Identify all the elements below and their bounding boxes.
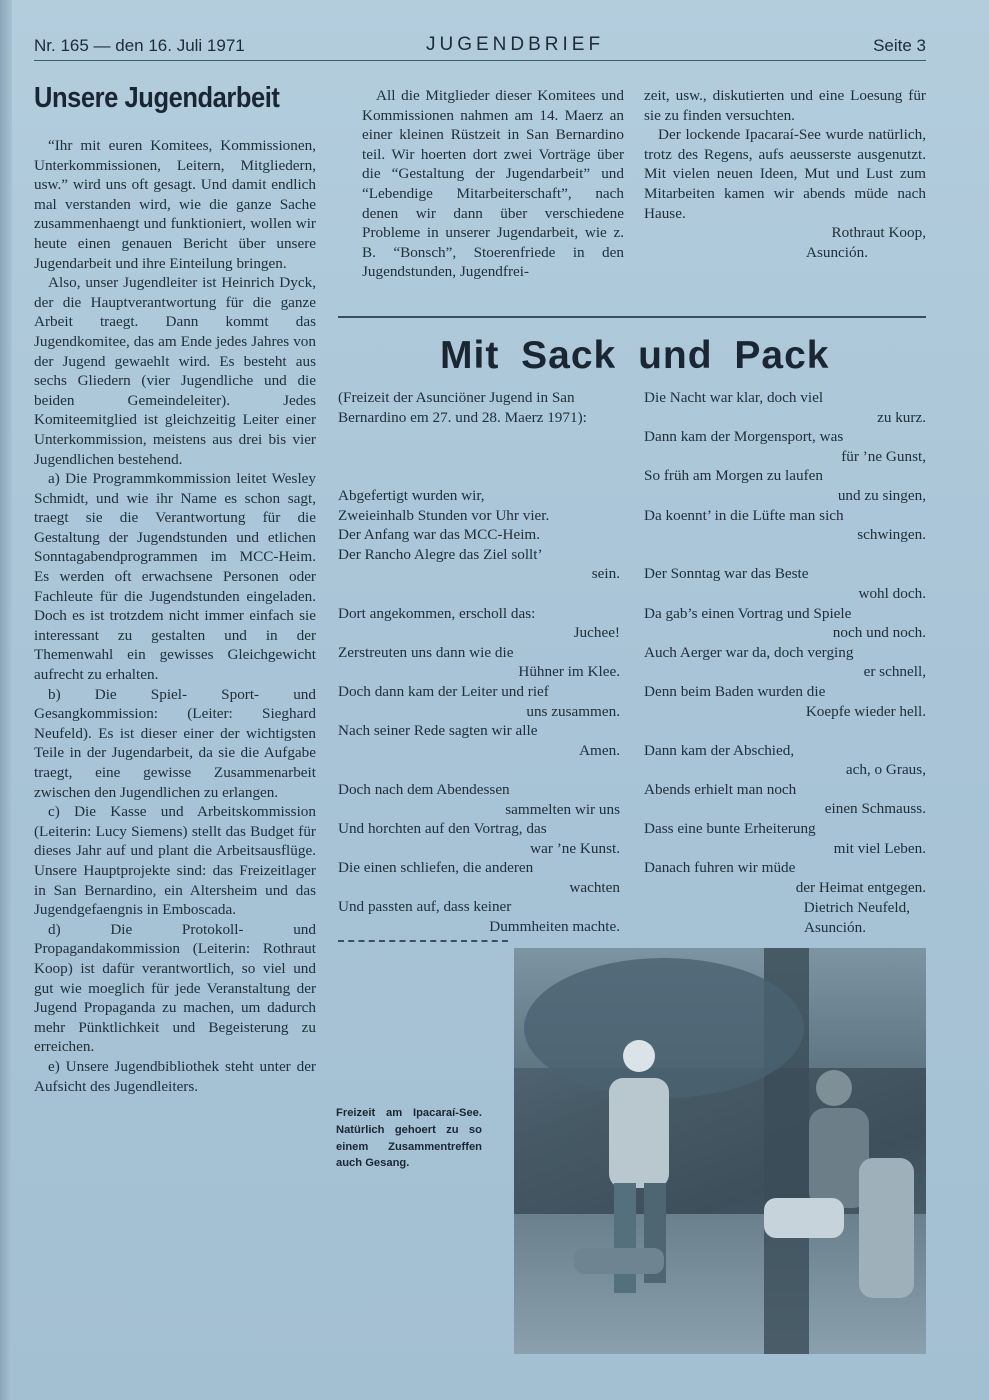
stanza-gap xyxy=(338,584,620,604)
article-heading-sack-und-pack: Mit Sack und Pack xyxy=(440,334,830,377)
poem-line: der Heimat entgegen. xyxy=(795,878,926,896)
poem-line: Der Rancho Alegre das Ziel sollt’ xyxy=(338,545,543,563)
poem-line: sammelten wir uns xyxy=(505,800,620,818)
poem-line: Amen. xyxy=(579,741,620,759)
poem-intro: (Freizeit der Asunciöner Jugend in San Bernardino em 27. und 28. Maerz 1971): xyxy=(338,389,587,426)
poem-line: Doch nach dem Abendessen xyxy=(338,780,510,798)
paragraph: e) Unsere Jugendbibliothek steht unter der Aufsicht des Jugendleiters. xyxy=(34,1057,316,1095)
poem-line: ach, o Graus, xyxy=(845,761,926,779)
paragraph: d) Die Protokoll- und Propagandakommission (Leiterin: Rothraut Koop) ist dafür verantwortlich, so viel und gut wie moeglich für jede Veranstaltung der Jugend Propaganda zu machen, um dadurch mehr Pünktlichkeit und Begeisterung zu erreichen. xyxy=(34,920,316,1056)
poem-line: wachten xyxy=(569,878,620,896)
author-place: Asunción. xyxy=(805,243,868,261)
poem-line: für ’ne Gunst, xyxy=(841,447,926,465)
article1-column-1 xyxy=(34,136,316,1096)
poem-line: Auch Aerger war da, doch verging xyxy=(644,643,854,661)
section-divider xyxy=(338,316,926,318)
paragraph: Der lockende Ipacaraí-See wurde natürlich, trotz des Regens, aufs aeusserste ausgenutzt. Mit vielen neuen Ideen, Mut und Lust zum Mitarbeiten kamen wir abends müde nach Hause. xyxy=(644,126,926,222)
poem-line: uns zusammen. xyxy=(526,702,620,720)
poem-line: Da koennt’ in die Lüfte man sich xyxy=(644,506,844,524)
photo-figures xyxy=(514,948,926,1354)
poem-line: mit viel Leben. xyxy=(833,839,926,857)
author-name: Rothraut Koop, xyxy=(831,224,926,242)
poem-line: sein. xyxy=(591,565,620,583)
poem-line: Hühner im Klee. xyxy=(518,663,620,681)
paragraph: Also, unser Jugendleiter ist Heinrich Dyck, der die Hauptverantwortung für die ganze Arbeit traegt. Dann kommt das Jugendkomitee, das am Ende jedes Jahres von der Jugend gewaehlt wird. Es besteht aus sechs Gliedern (vier Jugendliche und die beiden Gemeindeleiter). Jedes Komiteemitglied ist gleichzeitig Leiter einer Unterkommission, meistens aus drei bis vier Jugendlichen bestehend. xyxy=(34,274,316,468)
poem-column-left xyxy=(338,486,620,937)
poem-line: und zu singen, xyxy=(837,486,926,504)
dashed-divider xyxy=(338,940,508,944)
poem-line: zu kurz. xyxy=(877,408,926,426)
poem-line: noch und noch. xyxy=(832,624,926,642)
paragraph: All die Mitglieder dieser Komitees und Kommissionen nahmen am 14. Maerz an einer kleinen Rüstzeit in San Bernardino teil. Wir hoerten dort zwei Vorträge über die “Gestaltung der Jugendarbeit” und “Lebendige Mitarbeiterschaft”, nach denen wir dann über verschiedene Probleme in unserer Jugendarbeit, wie z. B. “Bonsch”, Stoerenfriede in den Jugendstunden, Jugendfrei- xyxy=(362,87,624,281)
poem-line: er schnell, xyxy=(863,663,926,681)
photo-group-singing xyxy=(514,948,926,1354)
article-heading-jugendarbeit: Unsere Jugendarbeit xyxy=(34,82,280,114)
poem-line: Abends erhielt man noch xyxy=(644,780,797,798)
poem-column-right xyxy=(644,388,926,897)
poem-line: Dummheiten machte. xyxy=(489,918,620,936)
poem-line: Danach fuhren wir müde xyxy=(644,859,796,877)
article1-column-3 xyxy=(644,86,926,262)
issue-line: Nr. 165 — den 16. Juli 1971 xyxy=(34,36,245,55)
poem-line: Nach seiner Rede sagten wir alle xyxy=(338,722,538,740)
poem-line: Der Anfang war das MCC-Heim. xyxy=(338,526,541,544)
poem-line: So früh am Morgen zu laufen xyxy=(644,467,823,485)
poem-line: Dann kam der Abschied, xyxy=(644,741,795,759)
page-header xyxy=(34,34,926,60)
poem-place: Asunción. xyxy=(803,918,866,936)
page-number: Seite 3 xyxy=(873,36,926,55)
poem-line: Abgefertigt wurden wir, xyxy=(338,487,485,504)
poem-line: Und passten auf, dass keiner xyxy=(338,898,512,916)
poem-line: einen Schmauss. xyxy=(824,800,926,818)
photo-caption: Freizeit am Ipacaraí-See. Natürlich gehoert zu so einem Zusammentreffen auch Gesang. xyxy=(336,1107,482,1170)
publication-title: JUGENDBRIEF xyxy=(426,34,605,55)
poem-signature xyxy=(644,898,926,937)
paragraph: a) Die Programmkommission leitet Wesley Schmidt, und wie ihr Name es schon sagt, traegt sie die Verantwortung für die Gestaltung der Jugendstunden und etlichen Sonntagabendprogrammen im MCC-Heim. Es werden oft erwachsene Personen oder Fachleute für die Jugendstunden eingeladen. Doch es ist trotzdem nicht immer einfach sie interessant zu gestalten und in der Themenwahl ein gewisses Gleichgewicht aufrecht zu erhalten. xyxy=(34,470,316,684)
poem-line: Zweieinhalb Stunden vor Uhr vier. xyxy=(338,506,550,524)
stanza-gap xyxy=(338,760,620,780)
binding-edge xyxy=(0,0,12,1400)
poem-line: Koepfe wieder hell. xyxy=(805,702,926,720)
poem-line: Die einen schliefen, die anderen xyxy=(338,859,534,877)
poem-line: Dann kam der Morgensport, was xyxy=(644,428,844,446)
poem-line: Denn beim Baden wurden die xyxy=(644,682,826,700)
poem-author: Dietrich Neufeld, xyxy=(803,899,910,916)
paragraph: “Ihr mit euren Komitees, Kommissionen, Unterkommissionen, Leitern, Mitgliedern, usw.” wird uns oft gesagt. Und damit endlich mal verstanden wird, wie die ganze Sache zusammenhaengt und funktioniert, wollen wir heute einen genauen Bericht über unsere Jugendarbeit und ihre Einteilung bringen. xyxy=(34,137,316,272)
article1-column-2 xyxy=(362,86,624,282)
poem-line: Und horchten auf den Vortrag, das xyxy=(338,820,547,838)
poem-line: Doch dann kam der Leiter und rief xyxy=(338,682,549,700)
poem-line: schwingen. xyxy=(857,526,926,544)
poem-line: Juchee! xyxy=(573,624,620,642)
paragraph: b) Die Spiel- Sport- und Gesangkommission: (Leiter: Sieghard Neufeld). Es ist dieser einer der wichtigsten Teile in der Jugendarbeit, da sie die Aufgabe traegt, eine gewisse Zusammenarbeit zwischen den Jugendlichen zu erlangen. xyxy=(34,685,316,801)
poem-line: Dass eine bunte Erheiterung xyxy=(644,820,816,838)
stanza-gap xyxy=(644,721,926,741)
poem-line: war ’ne Kunst. xyxy=(530,839,620,857)
poem-line: wohl doch. xyxy=(858,584,926,602)
poem-line: Zerstreuten uns dann wie die xyxy=(338,643,514,661)
paragraph: c) Die Kasse und Arbeitskommission (Leiterin: Lucy Siemens) stellt das Budget für dieses Jahr auf und plant die Arbeitsausflüge. Unsere Hauptprojekte sind: das Freizeitlager in San Bernardino, ein Altersheim und das Jugendgefaengnis in Emboscada. xyxy=(34,803,316,919)
poem-line: Dort angekommen, erscholl das: xyxy=(338,604,536,622)
poem-line: Da gab’s einen Vortrag und Spiele xyxy=(644,604,852,622)
poem-line: Der Sonntag war das Beste xyxy=(644,565,809,583)
poem-line: Die Nacht war klar, doch viel xyxy=(644,389,824,406)
header-rule xyxy=(34,60,926,61)
paragraph: zeit, usw., diskutierten und eine Loesung für sie zu finden versuchten. xyxy=(644,87,926,124)
stanza-gap xyxy=(644,545,926,565)
